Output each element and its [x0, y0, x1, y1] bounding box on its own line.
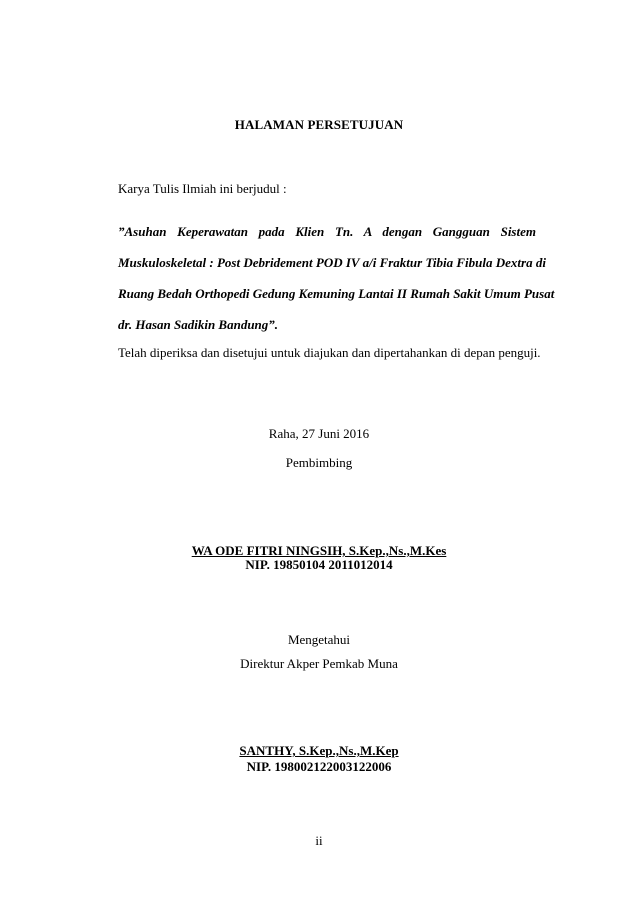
director-role: Direktur Akper Pemkab Muna — [240, 656, 398, 671]
director-nip: NIP. 198002122003122006 — [246, 759, 392, 774]
place-date: Raha, 27 Juni 2016 — [268, 426, 370, 441]
advisor-role: Pembimbing — [285, 455, 353, 470]
advisor-name-text: WA ODE FITRI NINGSIH, S.Kep.,Ns.,M.Kes — [191, 543, 447, 558]
thesis-title-line: dr. Hasan Sadikin Bandung”. — [118, 317, 279, 332]
advisor-nip: NIP. 19850104 2011012014 — [245, 557, 393, 572]
director-name — [0, 743, 638, 759]
thesis-title-line: ”Asuhan Keperawatan pada Klien Tn. A dengan Gangguan Sistem — [118, 224, 536, 239]
approval-statement: Telah diperiksa dan disetujui untuk diajukan dan dipertahankan di depan penguji. — [118, 345, 541, 360]
page-heading: HALAMAN PERSETUJUAN — [234, 117, 404, 132]
intro-text: Karya Tulis Ilmiah ini berjudul : — [118, 181, 287, 196]
page-number: ii — [315, 833, 323, 848]
acknowledged-label: Mengetahui — [287, 632, 351, 647]
thesis-title-line: Ruang Bedah Orthopedi Gedung Kemuning Lantai II Rumah Sakit Umum Pusat — [118, 286, 555, 301]
director-name-text: SANTHY, S.Kep.,Ns.,M.Kep — [239, 743, 399, 758]
thesis-title — [118, 216, 555, 340]
thesis-title-line: Muskuloskeletal : Post Debridement POD IV a/i Fraktur Tibia Fibula Dextra di — [118, 255, 546, 270]
